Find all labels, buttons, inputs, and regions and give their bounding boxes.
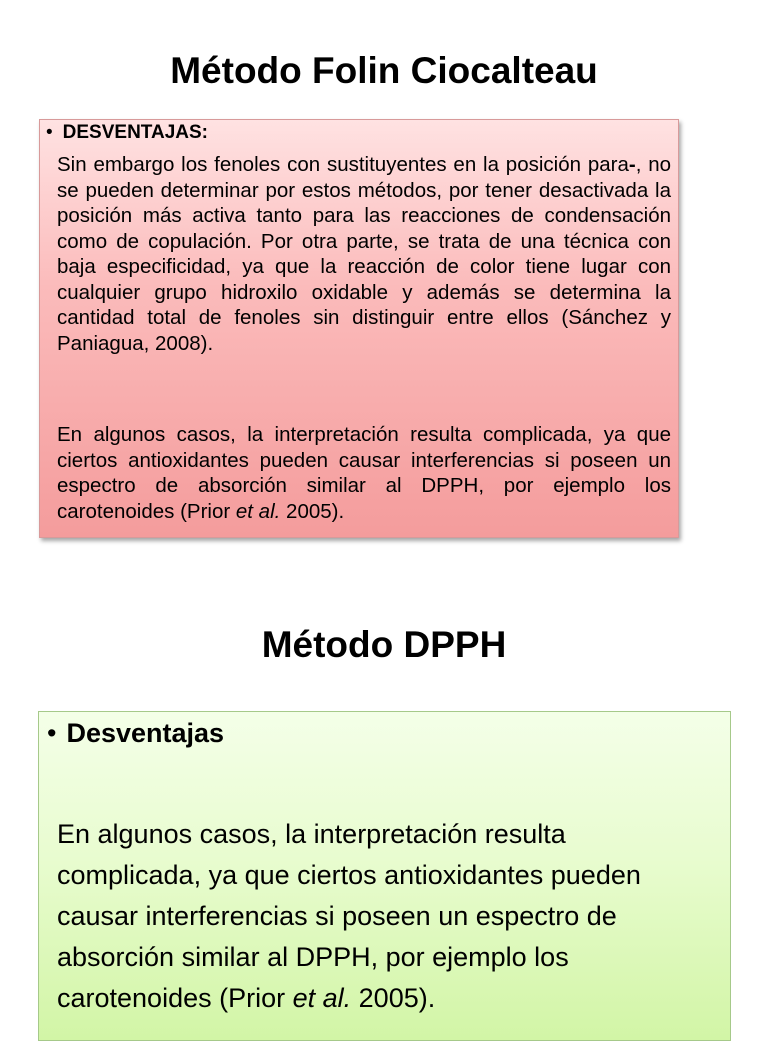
folin-paragraph-2-etal: et al. [235, 499, 281, 523]
folin-ciocalteau-title: Método Folin Ciocalteau [170, 50, 598, 91]
bullet-icon: • [46, 122, 53, 143]
folin-paragraph-1-dash: - [628, 153, 636, 176]
bullet-icon: • [47, 718, 57, 748]
folin-paragraph-2 [57, 422, 671, 524]
dpph-paragraph [57, 814, 717, 1019]
dpph-title: Método DPPH [261, 624, 507, 665]
dpph-paragraph-part-b: 2005). [351, 983, 436, 1013]
dpph-paragraph-etal: et al. [292, 983, 352, 1013]
folin-paragraph-1-part-a: Sin embargo los fenoles con sustituyentes en la posición para [57, 153, 629, 176]
dpph-bullet-label: Desventajas [66, 718, 225, 748]
dpph-disadvantages-box [38, 711, 731, 1041]
dpph-bullet-heading [47, 718, 224, 749]
folin-paragraph-1 [57, 152, 671, 356]
folin-bullet-label: DESVENTAJAS: [62, 122, 208, 143]
folin-disadvantages-box [39, 119, 679, 538]
folin-bullet-heading [46, 122, 208, 144]
folin-paragraph-2-part-b: 2005). [280, 499, 345, 523]
folin-paragraph-1-part-b: , no se pueden determinar por estos métodos, por tener desactivada la posición más activa tanto para las reacciones de condensación como de copulación. Por otra parte, se trata de una técnica con baja especificidad, ya que la reacción de color tiene lugar con cualquier grupo hidroxilo oxidable y además se determina la cantidad total de fenoles sin distinguir entre ellos (Sánchez y Paniagua, 2008). [57, 153, 671, 355]
dpph-paragraph-part-a: En algunos casos, la interpretación resulta complicada, ya que ciertos antioxidantes pueden causar interferencias si poseen un espectro de absorción similar al DPPH, por ejemplo los carotenoides (Prior [57, 819, 641, 1013]
folin-paragraph-2-part-a: En algunos casos, la interpretación resulta complicada, ya que ciertos antioxidantes pueden causar interferencias si poseen un espectro de absorción similar al DPPH, por ejemplo los carotenoides (Prior [57, 423, 671, 523]
